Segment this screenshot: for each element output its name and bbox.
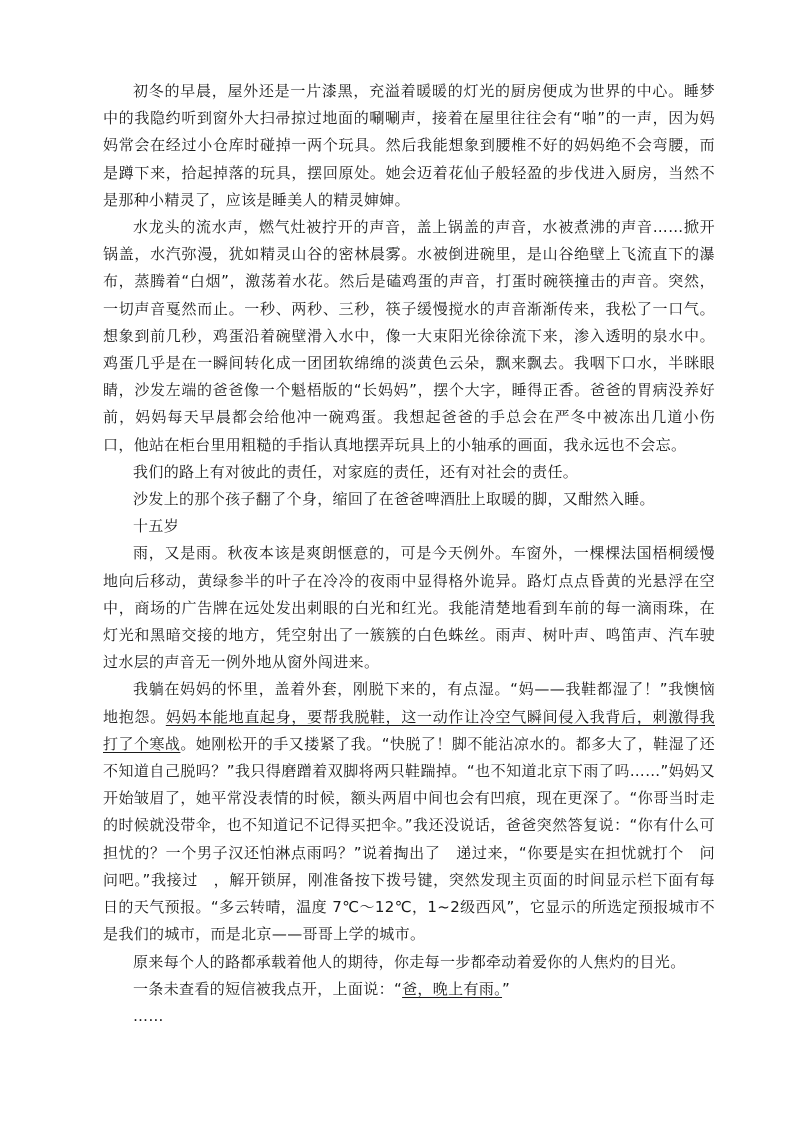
paragraph-7-post: 。她刚松开的手又搂紧了我。“快脱了！脚不能沾凉水的。都多大了，鞋湿了还不知道自己脱吗？”我只得磨蹭着双脚将两只鞋踹掉。“也不知道北京下雨了吗……”妈妈又开始皱眉了，她平常没表情的时候，额头两眉中间也会有凹痕，现在更深了。“你哥当时走的时候就没带伞，也不知道记不记得买把伞。”我还没说话，爸爸突然答复说：“你有什么可担忧的？一个男子汉还怕淋点雨吗？”说着掏出了 递过来，“你要是实在担忧就打个 问问吧。”我接过 ，解开锁屏，刚准备按下拨号键，突然发现主页面的时间显示栏下面有每日的天气预报。“多云转晴，温度 7℃～12℃，1~2级西风”，它显示的所选定预报城市不是我们的城市，而是北京——哥哥上学的城市。 [103, 734, 715, 944]
paragraph-9-post: ” [502, 979, 511, 998]
paragraph-7 [103, 676, 715, 948]
paragraph-4: 沙发上的那个孩子翻了个身，缩回了在爸爸啤酒肚上取暖的脚，又酣然入睡。 [133, 490, 655, 509]
paragraph-9 [103, 976, 715, 1003]
paragraph-9-pre: 一条未查看的短信被我点开，上面说：“ [133, 979, 403, 998]
paragraph-1: 初冬的早晨，屋外还是一片漆黑，充溢着暖暖的灯光的厨房便成为世界的中心。睡梦中的我隐约听到窗外大扫帚掠过地面的唰唰声，接着在屋里往往会有“啪”的一声，因为妈妈常会在经过小仓库时碰掉一两个玩具。然后我能想象到腰椎不好的妈妈绝不会弯腰，而是蹲下来，拾起掉落的玩具，摆回原处。她会迈着花仙子般轻盈的步伐进入厨房，当然不是那种小精灵了，应该是睡美人的精灵婶婶。 [103, 82, 715, 209]
underlined-message: 爸，晚上有雨。 [402, 979, 503, 998]
essay-body [103, 78, 715, 1030]
underlined-sentence: 妈妈本能地直起身，要帮我脱鞋，这一动作让冷空气瞬间侵入我背后，刺激得我打了个寒战 [103, 707, 715, 753]
paragraph-7-pre: 我躺在妈妈的怀里，盖着外套，刚脱下来的，有点湿。“妈——我鞋都湿了！”我懊恼地抱怨。 [103, 680, 715, 726]
paragraph-3: 我们的路上有对彼此的责任，对家庭的责任，还有对社会的责任。 [133, 462, 579, 481]
section-heading: 十五岁 [133, 517, 180, 536]
paragraph-6: 雨，又是雨。秋夜本该是爽朗惬意的，可是今天例外。车窗外，一棵棵法国梧桐缓慢地向后移动，黄绿参半的叶子在冷冷的夜雨中显得格外诡异。路灯点点昏黄的光悬浮在空中，商场的广告牌在远处发出刺眼的白光和红光。我能清楚地看到车前的每一滴雨珠，在灯光和黑暗交接的地方，凭空射出了一簇簇的白色蛛丝。雨声、树叶声、鸣笛声、汽车驶过水层的声音无一例外地从窗外闯进来。 [103, 544, 715, 672]
paragraph-8: 原来每个人的路都承载着他人的期待，你走每一步都牵动着爱你的人焦灼的目光。 [133, 952, 686, 971]
ellipsis-line: …… [133, 1006, 164, 1025]
paragraph-2: 水龙头的流水声，燃气灶被拧开的声音，盖上锅盖的声音，水被煮沸的声音……掀开锅盖，水汽弥漫，犹如精灵山谷的密林晨雾。水被倒进碗里，是山谷绝壁上飞流直下的瀑布，蒸腾着“白烟”，激荡着水花。然后是磕鸡蛋的声音，打蛋时碗筷撞击的声音。突然，一切声音戛然而止。一秒、两秒、三秒，筷子缓慢搅水的声音渐渐传来，我松了一口气。想象到前几秒，鸡蛋沿着碗壁滑入水中，像一大束阳光徐徐流下来，渗入透明的泉水中。鸡蛋几乎是在一瞬间转化成一团团软绵绵的淡黄色云朵，飘来飘去。我咽下口水，半眯眼睛，沙发左端的爸爸像一个魁梧版的“长妈妈”，摆个大字，睡得正香。爸爸的胃病没养好前，妈妈每天早晨都会给他冲一碗鸡蛋。我想起爸爸的手总会在严冬中被冻出几道小伤口，他站在柜台里用粗糙的手指认真地摆弄玩具上的小轴承的画面，我永远也不会忘。 [103, 218, 715, 454]
